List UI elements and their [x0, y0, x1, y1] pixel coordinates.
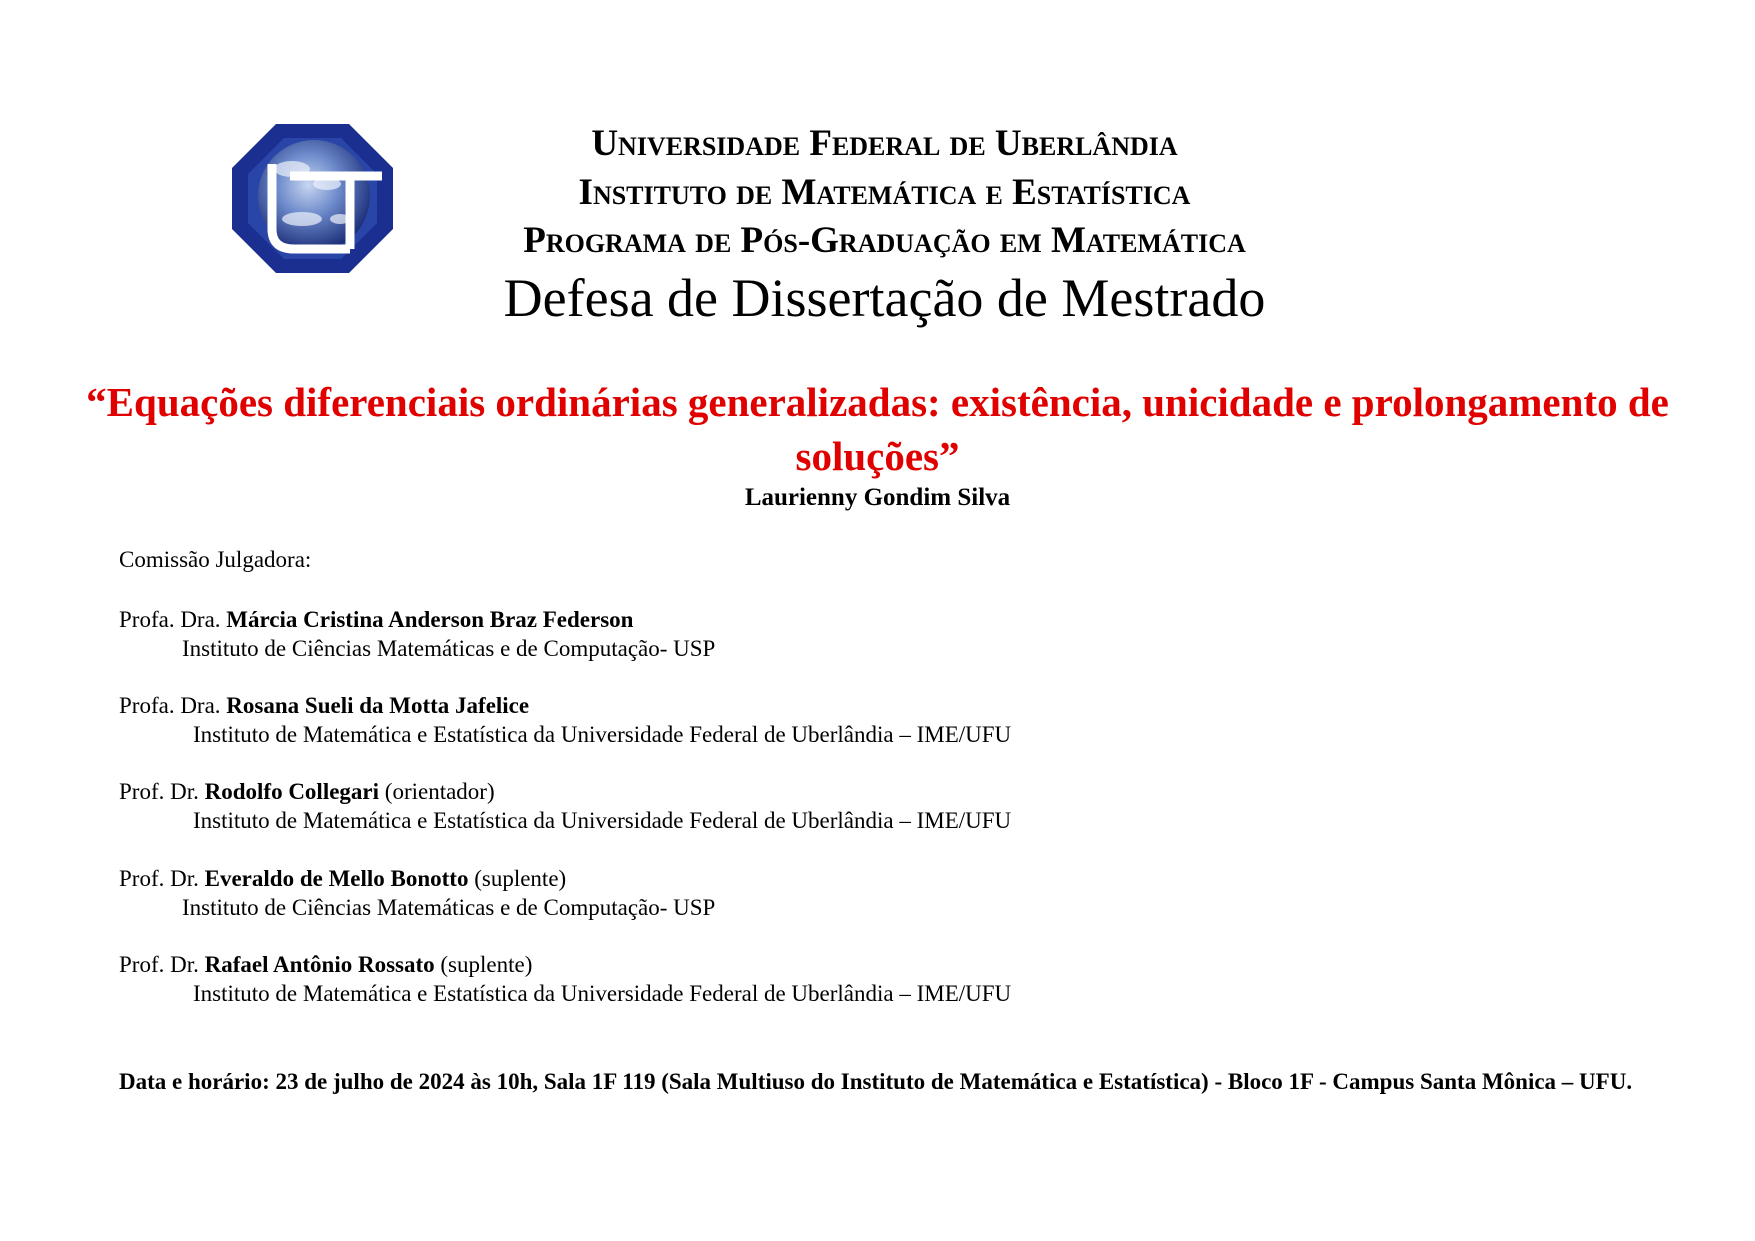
member-institution: Instituto de Matemática e Estatística da Universidade Federal de Uberlândia – IME/UFU	[193, 722, 1012, 747]
member-title: Profa. Dra.	[119, 693, 221, 718]
committee-member	[119, 691, 1011, 749]
member-title: Prof. Dr.	[119, 779, 199, 804]
committee-member	[119, 777, 1011, 835]
institute-name: Instituto de Matemática e Estatística	[578, 172, 1191, 213]
member-name: Everaldo de Mello Bonotto	[204, 866, 469, 891]
committee-member	[119, 950, 1011, 1008]
member-title: Prof. Dr.	[119, 866, 199, 891]
member-name: Rodolfo Collegari	[204, 779, 380, 804]
committee-member	[119, 605, 715, 663]
member-role: (orientador)	[384, 779, 495, 804]
committee-member	[119, 864, 715, 922]
member-institution: Instituto de Ciências Matemáticas e de Computação- USP	[182, 636, 716, 661]
member-institution: Instituto de Ciências Matemáticas e de Computação- USP	[182, 895, 716, 920]
member-name: Rafael Antônio Rossato	[204, 952, 435, 977]
member-role: (suplente)	[474, 866, 567, 891]
member-title: Profa. Dra.	[119, 607, 221, 632]
member-institution: Instituto de Matemática e Estatística da Universidade Federal de Uberlândia – IME/UFU	[193, 808, 1012, 833]
author-name: Laurienny Gondim Silva	[744, 484, 1011, 511]
dissertation-title: “Equações diferenciais ordinárias generalizadas: existência, unicidade e prolongamento de soluções”	[86, 379, 1669, 479]
member-name: Rosana Sueli da Motta Jafelice	[226, 693, 530, 718]
program-name: Programa de Pós-Graduação em Matemática	[523, 220, 1246, 261]
member-role: (suplente)	[440, 952, 533, 977]
event-heading: Defesa de Dissertação de Mestrado	[503, 268, 1266, 328]
member-institution: Instituto de Matemática e Estatística da Universidade Federal de Uberlândia – IME/UFU	[193, 981, 1012, 1006]
schedule-info: Data e horário: 23 de julho de 2024 às 10h, Sala 1F 119 (Sala Multiuso do Instituto de Matemática e Estatística) - Bloco 1F - Campus Santa Mônica – UFU.	[119, 1069, 1633, 1094]
member-title: Prof. Dr.	[119, 952, 199, 977]
member-name: Márcia Cristina Anderson Braz Federson	[226, 607, 634, 632]
university-name: Universidade Federal de Uberlândia	[591, 123, 1178, 164]
committee-label: Comissão Julgadora:	[119, 547, 312, 572]
